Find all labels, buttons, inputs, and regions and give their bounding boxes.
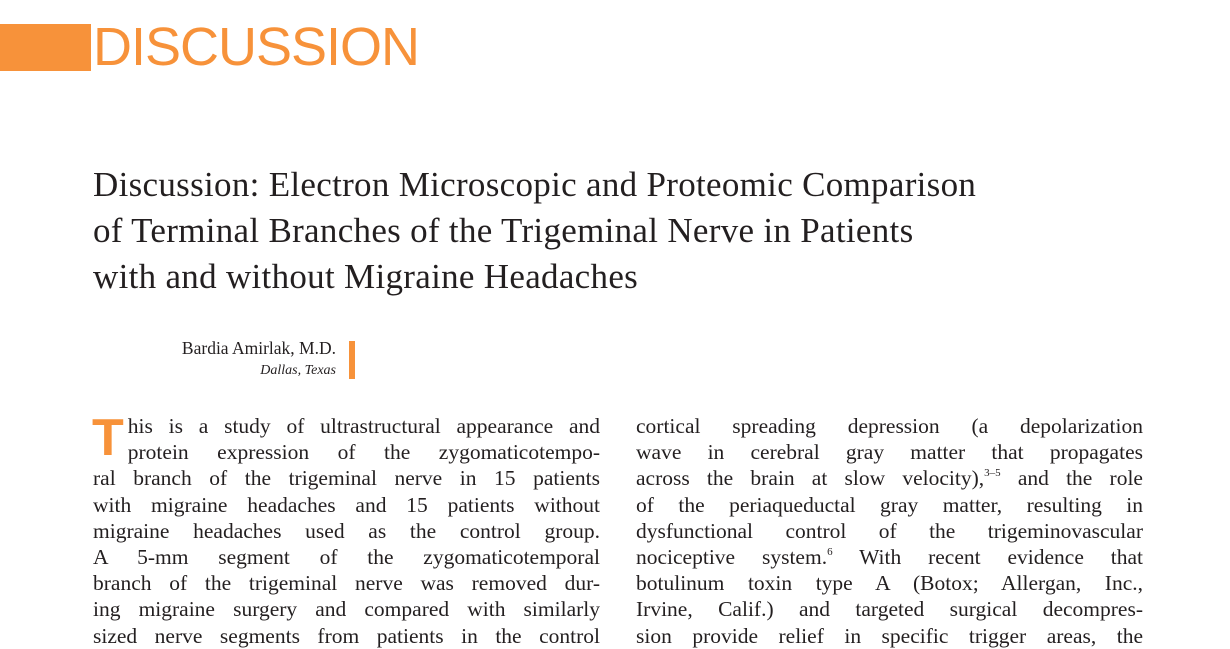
left-line-3: ral branch of the trigeminal nerve in 15 patients	[93, 466, 600, 491]
right-line-9: sion provide relief in specific trigger areas, the	[636, 623, 1143, 648]
drop-cap: T	[92, 409, 124, 467]
right-column	[636, 413, 1143, 649]
citation-3-5[interactable]: 3–5	[984, 467, 1001, 480]
right-line-6	[636, 544, 1143, 570]
right-line-4: of the periaqueductal gray matter, resulting in	[636, 492, 1143, 517]
left-line-1: his is a study of ultrastructural appearance and	[127, 414, 600, 438]
citation-6[interactable]: 6	[827, 545, 833, 558]
right-line-2: wave in cerebral gray matter that propagates	[636, 440, 1143, 465]
left-line-4: with migraine headaches and 15 patients without	[93, 492, 600, 517]
left-line-8: ing migraine surgery and compared with similarly	[93, 597, 600, 622]
author-name: Bardia Amirlak, M.D.	[181, 338, 336, 358]
article-title	[93, 162, 1193, 300]
author-divider	[349, 341, 355, 379]
title-line-3: with and without Migraine Headaches	[93, 257, 639, 296]
author-location: Dallas, Texas	[260, 363, 336, 378]
right-line-6-tail: With recent evidence that	[832, 544, 1143, 569]
right-line-8: Irvine, Calif.) and targeted surgical decompres-	[636, 597, 1143, 622]
right-line-6-text: nociceptive system.	[636, 544, 828, 569]
section-accent-bar	[0, 24, 91, 71]
right-line-3-tail: and the role	[1000, 466, 1143, 491]
section-heading: DISCUSSION	[93, 17, 420, 77]
right-line-7: botulinum toxin type A (Botox; Allergan, Inc.,	[636, 571, 1143, 596]
title-line-1: Discussion: Electron Microscopic and Proteomic Comparison	[93, 165, 977, 204]
right-line-5: dysfunctional control of the trigeminovascular	[636, 518, 1143, 543]
left-line-7: branch of the trigeminal nerve was removed dur-	[93, 571, 600, 596]
right-line-1: cortical spreading depression (a depolarization	[636, 414, 1143, 438]
title-line-2: of Terminal Branches of the Trigeminal Nerve in Patients	[93, 211, 914, 250]
left-line-5: migraine headaches used as the control group.	[93, 518, 600, 543]
right-line-3	[636, 465, 1143, 491]
byline	[100, 336, 336, 382]
left-line-9: sized nerve segments from patients in the control	[93, 623, 600, 648]
right-line-3-text: across the brain at slow velocity),	[636, 466, 985, 491]
left-line-2: protein expression of the zygomaticotempo-	[127, 440, 600, 465]
left-column	[92, 409, 600, 649]
left-line-6: A 5-mm segment of the zygomaticotemporal	[93, 544, 600, 569]
